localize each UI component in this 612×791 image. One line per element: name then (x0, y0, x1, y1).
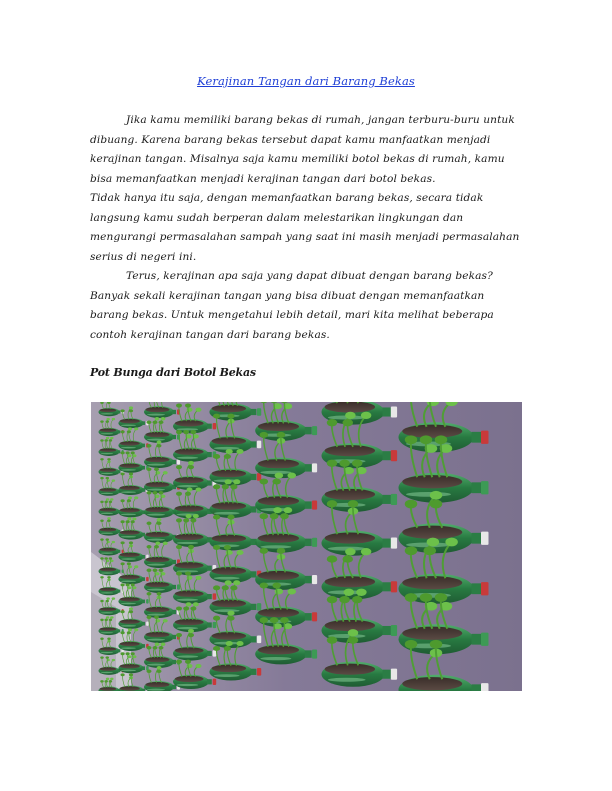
paragraph-1-line: bisa memanfaatkan menjadi kerajinan tangan dari botol bekas. (90, 172, 436, 185)
paragraph-1 (90, 111, 530, 267)
paragraph-1-line: serius di negeri ini. (90, 250, 197, 263)
section-heading: Pot Bunga dari Botol Bekas (90, 366, 256, 379)
paragraph-2-line: barang bekas. Untuk mengetahui lebih detail, mari kita melihat beberapa (90, 309, 494, 321)
paragraph-2-line: Terus, kerajinan apa saja yang dapat dibuat dengan barang bekas? (126, 270, 493, 282)
paragraph-1-line: langsung kamu sudah berperan dalam melestarikan lingkungan dan (90, 211, 464, 224)
plant-bottle-photo (91, 402, 522, 691)
document-title[interactable]: Kerajinan Tangan dari Barang Bekas (197, 74, 415, 88)
paragraph-2 (90, 267, 530, 345)
paragraph-2-line: contoh kerajinan tangan dari barang bekas. (90, 328, 330, 341)
paragraph-1-line: Jika kamu memiliki barang bekas di rumah, jangan terburu-buru untuk (126, 114, 515, 126)
paragraph-1-line: dibuang. Karena barang bekas tersebut dapat kamu manfaatkan menjadi (90, 133, 491, 146)
paragraph-1-line: kerajinan tangan. Misalnya saja kamu memiliki botol bekas di rumah, kamu (90, 153, 505, 165)
paragraph-2-line: Banyak sekali kerajinan tangan yang bisa dibuat dengan memanfaatkan (90, 289, 485, 302)
paragraph-1-line: mengurangi permasalahan sampah yang saat ini masih menjadi permasalahan (90, 231, 520, 243)
paragraph-1-line: Tidak hanya itu saja, dengan memanfaatkan barang bekas, secara tidak (90, 192, 484, 204)
